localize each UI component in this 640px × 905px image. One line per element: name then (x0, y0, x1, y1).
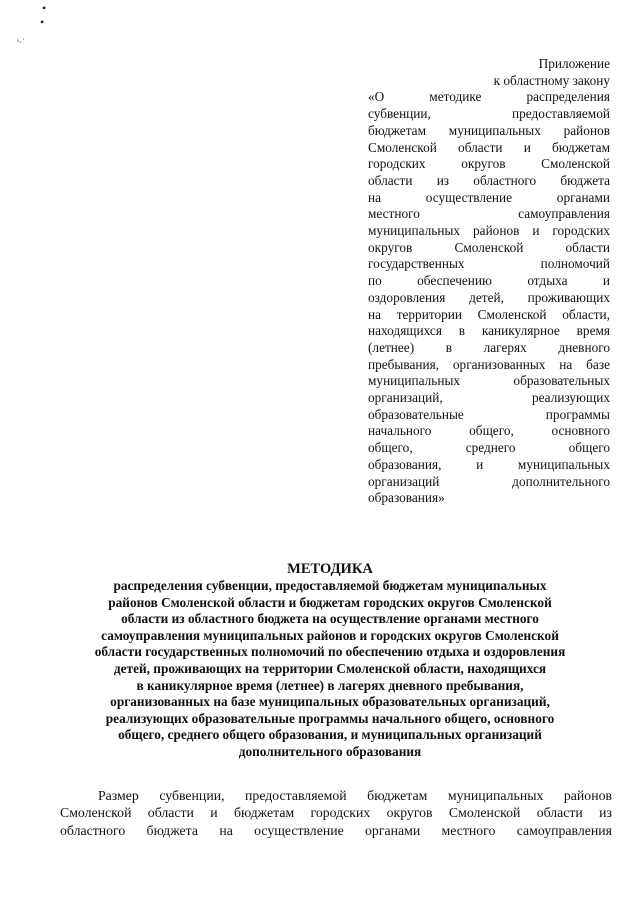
appendix-line: бюджетам муниципальных районов (368, 122, 610, 138)
appendix-line: находящихся в каникулярное время (368, 323, 610, 339)
appendix-line: по обеспечению отдыха и (368, 273, 610, 289)
appendix-line: муниципальных образовательных (368, 373, 610, 389)
subtitle-line: детей, проживающих на территории Смоленской области, находящихся (113, 660, 547, 676)
subtitle-line: области из областного бюджета на осуществление органами местного (121, 611, 539, 627)
appendix-line: образовательные программы (368, 406, 610, 422)
appendix-line: начального общего, основного (368, 423, 610, 439)
scan-artifact-dot: • (40, 15, 45, 29)
appendix-line: организаций, реализующих (368, 390, 610, 406)
appendix-line: субвенции, предоставляемой (368, 106, 610, 122)
appendix-line: «О методике распределения (368, 89, 610, 105)
paragraph-line: Смоленской области и бюджетам городских округов Смоленской области из (60, 805, 612, 821)
subtitle-line: самоуправления муниципальных районов и городских округов Смоленской (101, 627, 559, 643)
appendix-line: общего, среднего общего (368, 440, 610, 456)
subtitle-line: районов Смоленской области и бюджетам городских округов Смоленской (108, 594, 552, 610)
subtitle-line: общего, среднего общего образования, и муниципальных организаций (118, 727, 542, 743)
appendix-line: пребывания, организованных на базе (368, 356, 610, 372)
body-paragraph (60, 787, 612, 839)
appendix-line: округов Смоленской области (368, 239, 610, 255)
appendix-line: к областному закону (493, 72, 610, 88)
appendix-line: городских округов Смоленской (368, 156, 610, 172)
appendix-line: муниципальных районов и городских (368, 223, 610, 239)
appendix-line: области из областного бюджета (368, 172, 610, 188)
appendix-line: на осуществление органами (368, 189, 610, 205)
subtitle-line: распределения субвенции, предоставляемой бюджетам муниципальных (113, 578, 547, 593)
appendix-line: на территории Смоленской области, (368, 306, 610, 322)
scan-artifact-dot: • (42, 1, 47, 15)
subtitle-line: в каникулярное время (летнее) в лагерях дневного пребывания, (136, 677, 524, 693)
subtitle-line: дополнительного образования (238, 743, 422, 759)
methodology-heading (40, 561, 620, 761)
subtitle-line: реализующих образовательные программы начального общего, основного (105, 710, 555, 726)
appendix-line: государственных полномочий (368, 256, 610, 272)
appendix-line: (летнее) в лагерях дневного (368, 339, 610, 355)
appendix-line: организаций дополнительного (368, 473, 610, 489)
appendix-line: образования, и муниципальных (368, 456, 610, 472)
subtitle-line: области государственных полномочий по обеспечению отдыха и оздоровления (94, 644, 566, 660)
subtitle-line: организованных на базе муниципальных образовательных организаций, (110, 694, 550, 710)
appendix-line: местного самоуправления (368, 206, 610, 222)
paragraph-line: Размер субвенции, предоставляемой бюджетам муниципальных районов (98, 788, 612, 803)
scan-artifact-mark: ⁱ·ʾ (17, 37, 25, 47)
appendix-line: образования» (368, 490, 445, 506)
appendix-line: оздоровления детей, проживающих (368, 289, 610, 305)
paragraph-line: областного бюджета на осуществление органами местного самоуправления (60, 822, 612, 838)
appendix-header (368, 56, 610, 507)
appendix-line: Приложение (538, 56, 610, 71)
document-title: МЕТОДИКА (287, 561, 373, 577)
appendix-line: Смоленской области и бюджетам (368, 139, 610, 155)
